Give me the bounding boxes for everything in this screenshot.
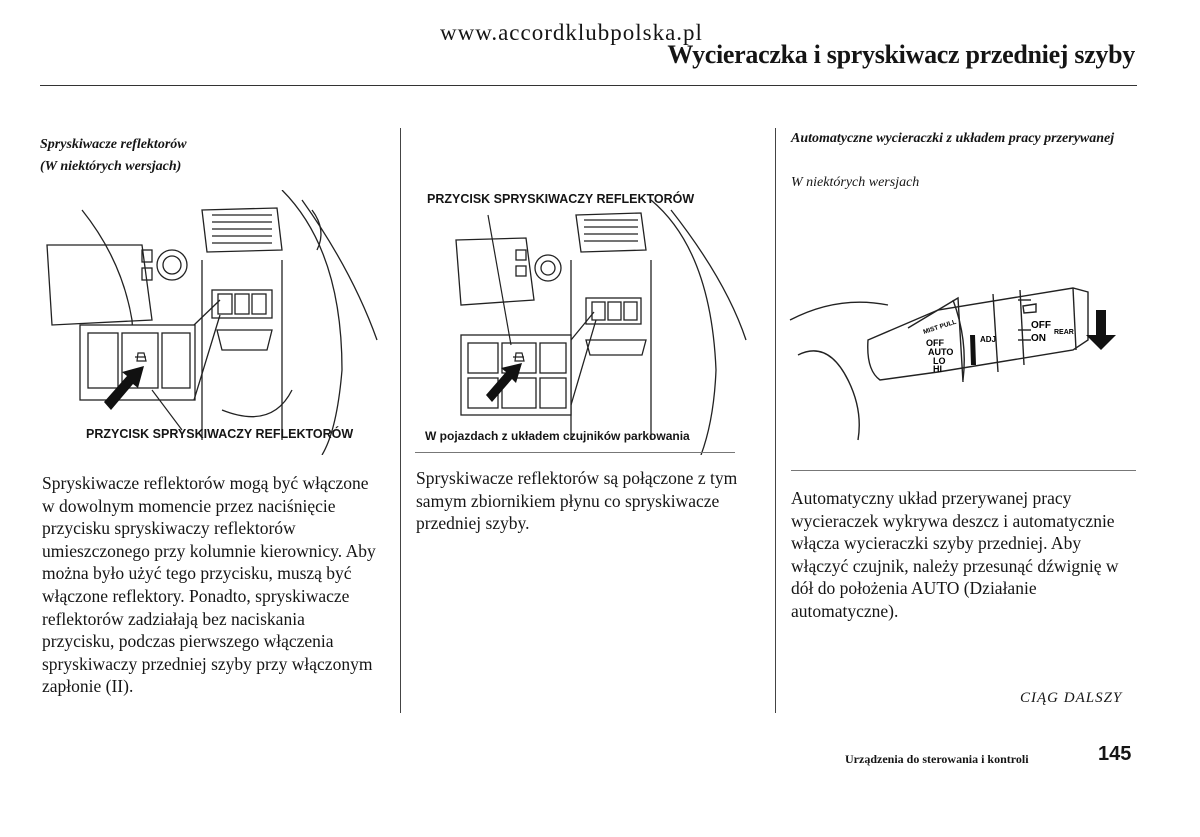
stalk-label-on: ON (1031, 333, 1046, 344)
stalk-label-off-right: OFF (1031, 320, 1051, 331)
dashboard-illustration-1 (42, 190, 387, 455)
column-divider-1 (400, 128, 401, 713)
stalk-label-rear: REAR (1054, 329, 1074, 336)
body-text-col3: Automatyczny układ przerywanej pracy wycieraczek wykrywa deszcz i automatycznie włącza wycieraczki szyby przedniej. Aby włączyć czujnik, należy przesunąć dźwignię w dół do położenia AUTO (Działanie automatyczne). (791, 488, 1119, 621)
site-url: www.accordklubpolska.pl (440, 20, 703, 45)
wiper-stalk-illustration (788, 200, 1138, 455)
stalk-label-off: OFF (926, 338, 944, 348)
stalk-label-lo: LO (933, 356, 946, 366)
figure-caption-parking-sensors: W pojazdach z układem czujników parkowania (425, 429, 690, 443)
stalk-label-mist: MIST PULL (922, 318, 958, 336)
header-rule (40, 85, 1137, 86)
section-heading-headlight-washers: Spryskiwacze reflektorów (40, 137, 187, 152)
figure-dashboard-button (42, 190, 387, 455)
dashboard-illustration-2 (416, 180, 756, 455)
stalk-label-auto: AUTO (928, 347, 954, 357)
figure-caption-headlight-button-top: PRZYCISK SPRYSKIWACZY REFLEKTORÓW (427, 192, 695, 206)
figure-caption-headlight-button: PRZYCISK SPRYSKIWACZY REFLEKTORÓW (86, 427, 354, 441)
figure-bottom-rule (415, 452, 735, 453)
page-number: 145 (1098, 743, 1132, 765)
section-subheading-some-versions: (W niektórych wersjach) (40, 159, 182, 174)
figure-wiper-stalk (788, 200, 1138, 455)
body-text-col2: Spryskiwacze reflektorów są połączone z tym samym zbiornikiem płynu co spryskiwacze przedniej szyby. (416, 468, 738, 534)
section-subheading-some-versions-2: W niektórych wersjach (791, 175, 920, 190)
page-title: Wycieraczka i spryskiwacz przedniej szyby (667, 40, 1135, 69)
figure-dashboard-parking-sensors (416, 180, 756, 455)
footer-section-title: Urządzenia do sterowania i kontroli (845, 752, 1029, 766)
stalk-label-adj: ADJ (980, 335, 997, 344)
continued-label: CIĄG DALSZY (1020, 690, 1123, 706)
body-text-col1: Spryskiwacze reflektorów mogą być włączone w dowolnym momencie przez naciśnięcie przycisku spryskiwaczy reflektorów umieszczonego przy kolumnie kierownicy. Aby można było użyć tego przycisku, muszą być włączone reflektory. Ponadto, spryskiwacze reflektorów zadziałają bez naciskania przycisku, podczas pierwszego włączenia spryskiwaczy przedniej szyby przy włączonym zapłonie (II). (42, 473, 376, 697)
column-divider-2 (775, 128, 776, 713)
section-heading-auto-wipers: Automatyczne wycieraczki z układem pracy przerywanej (791, 131, 1115, 146)
stalk-label-hi: HI (933, 364, 942, 374)
figure-bottom-rule-3 (791, 470, 1136, 471)
